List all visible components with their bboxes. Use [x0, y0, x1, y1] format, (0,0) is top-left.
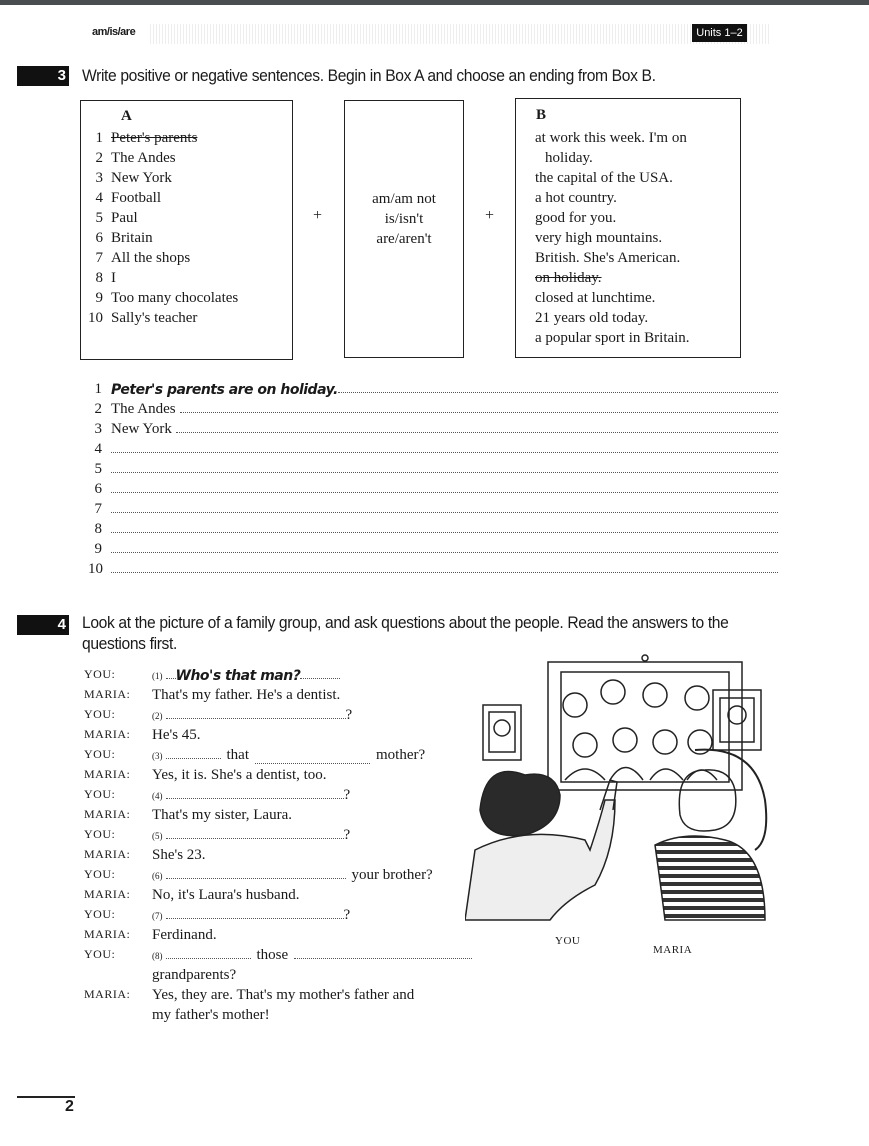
dialogue-answer: [84, 984, 484, 1004]
plus-sign: +: [485, 207, 495, 224]
box-a-item: [81, 208, 238, 228]
answer-start: The Andes: [111, 401, 176, 417]
item-number: 5: [95, 210, 103, 226]
verb-option: are/aren't: [376, 231, 432, 247]
answer-line[interactable]: [88, 418, 778, 438]
speaker-maria: MARIA:: [84, 987, 131, 1001]
box-b-item: a hot country.: [535, 190, 617, 206]
question-mid: those: [256, 947, 289, 963]
dotted-line: [111, 452, 778, 453]
top-bar: [0, 0, 869, 5]
question-number: (8): [152, 951, 163, 961]
answer-line[interactable]: [88, 458, 778, 478]
plus-sign: +: [313, 207, 323, 224]
item-text: Paul: [111, 210, 138, 226]
maria-answer: Ferdinand.: [152, 927, 217, 943]
question-end: mother?: [376, 747, 426, 763]
speaker-you: YOU:: [84, 907, 116, 921]
question-end: ?: [343, 787, 351, 803]
dotted-line: [111, 512, 778, 513]
dialogue-question-8-cont: [84, 964, 484, 984]
answer-number: 10: [88, 561, 103, 577]
box-b-item: holiday.: [545, 150, 593, 166]
maria-answer: Yes, they are. That's my mother's father and: [152, 987, 415, 1003]
box-b-heading: B: [536, 107, 547, 123]
box-b-item: 21 years old today.: [535, 310, 649, 326]
box-a-item: [81, 168, 238, 188]
answer-number: 4: [94, 441, 102, 457]
box-b-item: a popular sport in Britain.: [535, 330, 690, 346]
answer-number: 5: [94, 461, 102, 477]
maria-answer: Yes, it is. She's a dentist, too.: [152, 767, 327, 783]
answer-number: 2: [94, 401, 102, 417]
exercise-3-badge: 3: [17, 66, 69, 86]
box-b-item: British. She's American.: [535, 250, 681, 266]
small-frame-left: [483, 705, 521, 760]
dialogue-question-6[interactable]: [84, 864, 484, 884]
dotted-line: [111, 472, 778, 473]
item-text: Too many chocolates: [111, 290, 239, 306]
maria-answer: That's my sister, Laura.: [152, 807, 292, 823]
question-end: ?: [345, 707, 353, 723]
answer-line[interactable]: [88, 438, 778, 458]
answer-start: New York: [111, 421, 172, 437]
box-a-item: [81, 128, 238, 148]
page-number: 2: [65, 1098, 74, 1115]
dotted-line: [111, 532, 778, 533]
answer-number: 6: [94, 481, 102, 497]
dotted-line: [180, 412, 778, 413]
dotted-line: [166, 878, 346, 879]
question-number: (3): [152, 751, 163, 761]
dotted-line: [166, 718, 346, 719]
answer-handwritten: Who's that man?: [175, 668, 301, 684]
item-number: 8: [95, 270, 103, 286]
answer-number: 7: [94, 501, 102, 517]
dotted-line: [300, 678, 340, 679]
dialogue-question-2[interactable]: [84, 704, 484, 724]
item-number: 2: [95, 150, 103, 166]
dialogue-question-3[interactable]: [84, 744, 484, 764]
dialogue-question-5[interactable]: [84, 824, 484, 844]
item-number: 6: [95, 230, 103, 246]
answer-number: 1: [94, 381, 102, 397]
item-text-struck: Peter's parents: [111, 130, 198, 146]
box-b-item: good for you.: [535, 210, 617, 226]
dotted-line: [166, 758, 221, 759]
verb-option: is/isn't: [384, 211, 424, 227]
speaker-you: YOU:: [84, 787, 116, 801]
item-number: 7: [95, 250, 103, 266]
box-a-heading: A: [121, 108, 132, 124]
dialogue-question-8[interactable]: [84, 944, 484, 964]
dialogue-answer: [84, 884, 484, 904]
verb-box: [344, 100, 464, 358]
answer-line[interactable]: [88, 558, 778, 578]
speaker-maria: MARIA:: [84, 927, 131, 941]
exercise-4-instruction-line2: questions first.: [82, 634, 177, 653]
answer-line[interactable]: [88, 518, 778, 538]
dotted-line: [338, 392, 778, 393]
dialogue-answer: [84, 924, 484, 944]
item-text: New York: [111, 170, 172, 186]
item-text: Sally's teacher: [111, 310, 198, 326]
dotted-line: [166, 798, 344, 799]
speaker-you: YOU:: [84, 867, 116, 881]
exercise-3-instruction: Write positive or negative sentences. Begin in Box A and choose an ending from Box B.: [82, 66, 656, 85]
item-number: 9: [95, 290, 103, 306]
box-a-item: [81, 308, 238, 328]
family-picture-illustration: [465, 650, 795, 940]
answer-number: 8: [94, 521, 102, 537]
dotted-line: [176, 432, 778, 433]
verb-option: am/am not: [372, 191, 436, 207]
dialogue-answer: [84, 844, 484, 864]
box-a-item: [81, 228, 238, 248]
box-b-item: the capital of the USA.: [535, 170, 673, 186]
dotted-line: [111, 552, 778, 553]
dialogue-answer-cont: [84, 1004, 484, 1024]
box-b-item-struck: on holiday.: [535, 270, 602, 286]
answer-line[interactable]: [88, 538, 778, 558]
speaker-maria: MARIA:: [84, 847, 131, 861]
dialogue-question-4[interactable]: [84, 784, 484, 804]
speaker-you: YOU:: [84, 827, 116, 841]
speaker-you: YOU:: [84, 947, 116, 961]
speaker-maria: MARIA:: [84, 807, 131, 821]
item-text: The Andes: [111, 150, 176, 166]
question-number: (1): [152, 671, 163, 681]
maria-answer: No, it's Laura's husband.: [152, 887, 300, 903]
header-screen-band: [150, 24, 770, 44]
box-b-item: very high mountains.: [535, 230, 663, 246]
item-number: 3: [95, 170, 103, 186]
item-text: I: [111, 270, 116, 286]
speaker-maria: MARIA:: [84, 727, 131, 741]
dotted-line: [166, 918, 344, 919]
box-b: [515, 98, 741, 358]
question-end: ?: [343, 907, 351, 923]
speaker-maria: MARIA:: [84, 687, 131, 701]
picture-label-you: YOU: [555, 935, 581, 947]
question-number: (7): [152, 911, 163, 921]
answer-number: 9: [94, 541, 102, 557]
units-badge: Units 1–2: [692, 24, 747, 42]
item-number: 4: [95, 190, 103, 206]
answer-handwritten: Peter's parents are on holiday.: [111, 382, 338, 398]
box-a: [80, 100, 293, 360]
item-text: All the shops: [111, 250, 191, 266]
item-text: Football: [111, 190, 162, 206]
maria-person: [655, 750, 766, 920]
speaker-you: YOU:: [84, 707, 116, 721]
item-text: Britain: [111, 230, 153, 246]
question-end: your brother?: [351, 867, 433, 883]
speaker-maria: MARIA:: [84, 767, 131, 781]
small-frame-right: [713, 690, 761, 750]
box-a-item: [81, 188, 238, 208]
dialogue-answer: [84, 764, 484, 784]
box-a-item: [81, 148, 238, 168]
answer-line[interactable]: [88, 478, 778, 498]
dotted-line: [294, 958, 472, 959]
box-b-item: at work this week. I'm on: [535, 130, 687, 146]
box-a-item: [81, 288, 238, 308]
dotted-line: [166, 678, 176, 679]
picture-label-maria: MARIA: [653, 944, 693, 956]
answer-line[interactable]: [88, 498, 778, 518]
dotted-line: [111, 492, 778, 493]
dialogue-question-1[interactable]: [84, 664, 484, 684]
question-mid: that: [226, 747, 249, 763]
dotted-line: [111, 572, 778, 573]
maria-answer: She's 23.: [152, 847, 206, 863]
box-a-item: [81, 248, 238, 268]
speaker-you: YOU:: [84, 667, 116, 681]
item-number: 10: [88, 310, 103, 326]
dialogue-question-7[interactable]: [84, 904, 484, 924]
exercise-4-instruction-line1: Look at the picture of a family group, and ask questions about the people. Read the answers to the: [82, 613, 729, 632]
question-end: ?: [343, 827, 351, 843]
section-header: am/is/are: [92, 26, 136, 38]
speaker-you: YOU:: [84, 747, 116, 761]
question-number: (2): [152, 711, 163, 721]
question-number: (4): [152, 791, 163, 801]
maria-answer: He's 45.: [152, 727, 201, 743]
answer-number: 3: [94, 421, 102, 437]
dotted-line: [166, 838, 344, 839]
you-person: [465, 772, 617, 920]
speaker-maria: MARIA:: [84, 887, 131, 901]
question-continuation: grandparents?: [152, 967, 237, 983]
item-number: 1: [95, 130, 103, 146]
answer-line[interactable]: [88, 398, 778, 418]
exercise-4-badge: 4: [17, 615, 69, 635]
box-b-item: closed at lunchtime.: [535, 290, 656, 306]
maria-answer: That's my father. He's a dentist.: [152, 687, 341, 703]
dialogue-answer: [84, 804, 484, 824]
dialogue-answer: [84, 684, 484, 704]
box-a-item: [81, 268, 238, 288]
dialogue-answer: [84, 724, 484, 744]
maria-answer: my father's mother!: [152, 1007, 270, 1023]
question-number: (6): [152, 871, 163, 881]
answer-line[interactable]: [88, 378, 778, 398]
question-number: (5): [152, 831, 163, 841]
dotted-line: [166, 958, 251, 959]
